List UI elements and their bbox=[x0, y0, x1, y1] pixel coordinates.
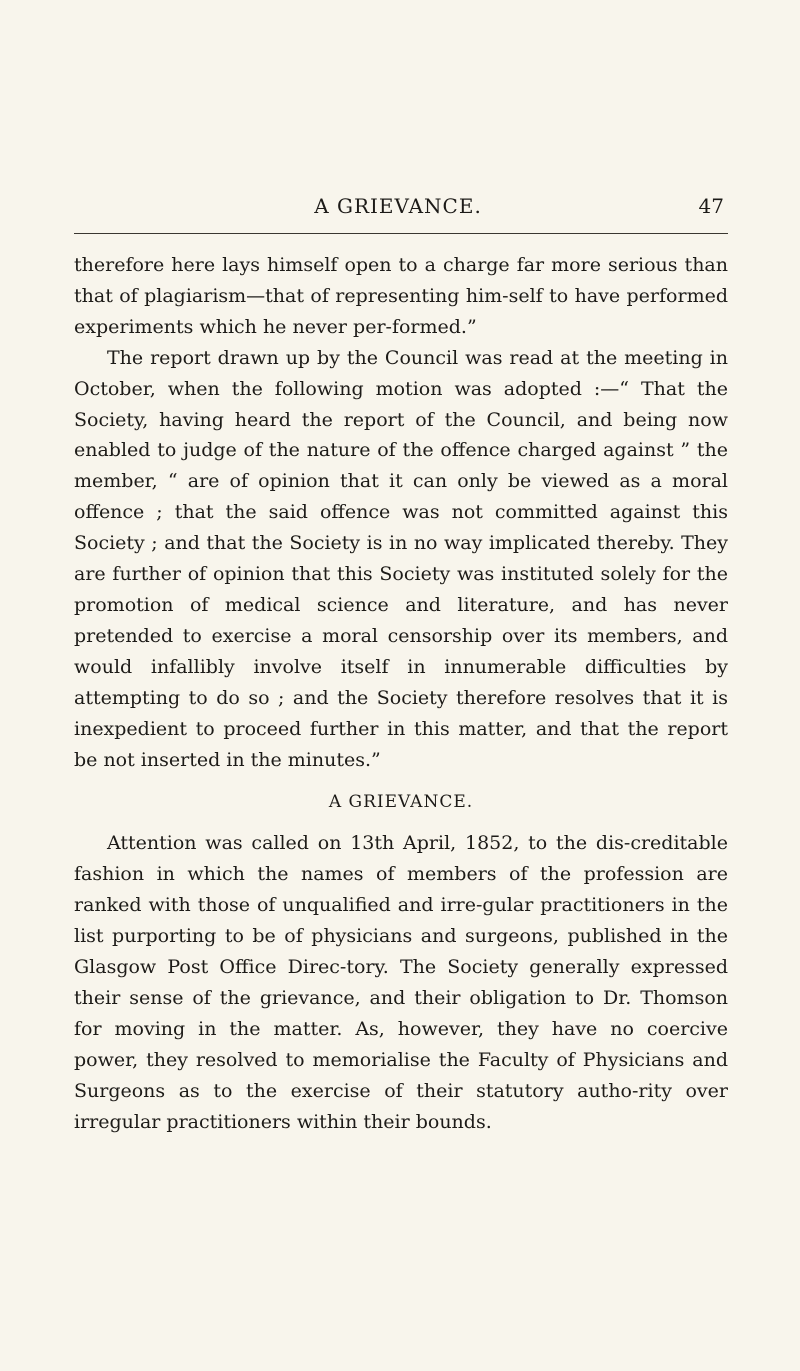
paragraph-continuation: therefore here lays himself open to a charge far more serious than that of plagiarism—that of representing him-self to have performed experiments which he never per-formed.” bbox=[74, 254, 728, 338]
paragraph-council-report: The report drawn up by the Council was read at the meeting in October, when the following motion was adopted :—“ That the Society, having heard the report of the Council, and being now enabled to judge of the nature of the offence charged against ” the member, “ are of opinion that it can only be viewed as a moral offence ; that the said offence was not committed against this Society ; and that the Society is in no way implicated thereby. They are further of opinion that this Society was instituted solely for the promotion of medical science and literature, and has never pretended to exercise a moral censorship over its members, and would infallibly involve itself in innumerable difficulties by attempting to do so ; and the Society therefore resolves that it is inexpedient to proceed further in this matter, and that the report be not inserted in the minutes.” bbox=[74, 346, 728, 771]
running-title: A GRIEVANCE. bbox=[314, 194, 482, 218]
paragraph-grievance: Attention was called on 13th April, 1852, to the dis-creditable fashion in which the names of members of the profession are ranked with those of unqualified and irre-gular practitioners in the list purporting to be of physicians and surgeons, published in the Glasgow Post Office Direc-tory. The Society generally expressed their sense of the grievance, and their obligation to Dr. Thomson for moving in the matter. As, however, they have no coercive power, they resolved to memorialise the Faculty of Physicians and Surgeons as to the exercise of their statutory autho-rity over irregular practitioners within their bounds. bbox=[74, 832, 728, 1133]
section-heading: A GRIEVANCE. bbox=[328, 792, 474, 813]
body-text bbox=[74, 250, 728, 1137]
header-rule bbox=[74, 233, 728, 234]
page-number: 47 bbox=[698, 194, 724, 218]
running-head bbox=[0, 194, 800, 230]
